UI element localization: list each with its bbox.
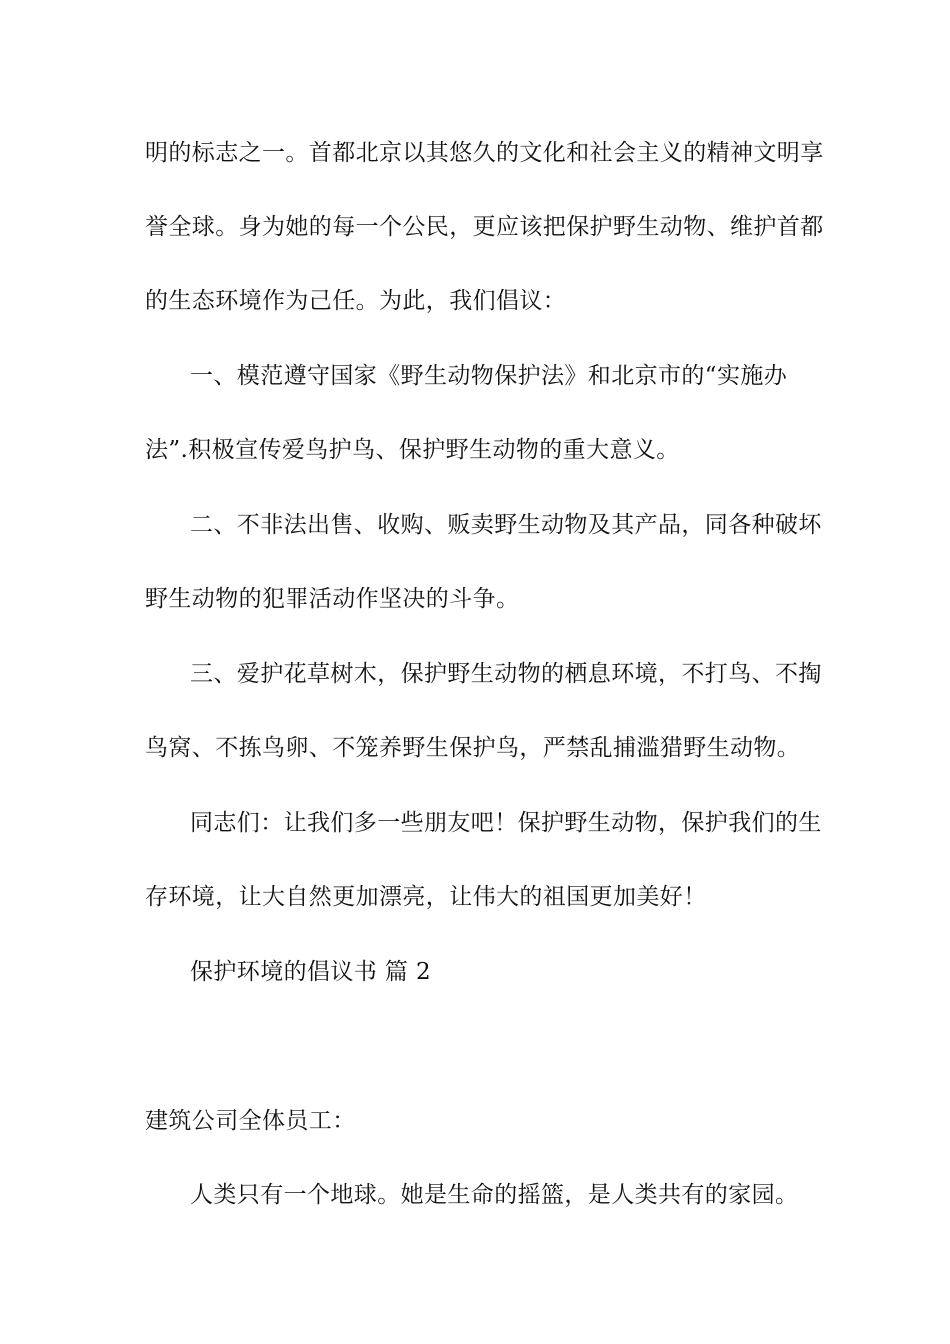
paragraph-line: 一、模范遵守国家《野生动物保护法》和北京市的“实施办: [190, 363, 788, 389]
paragraph-line: 法”.积极宣传爱鸟护鸟、保护野生动物的重大意义。: [145, 437, 680, 463]
paragraph-line: 存环境，让大自然更加漂亮，让伟大的祖国更加美好！: [145, 884, 707, 910]
paragraph-line: 誉全球。身为她的每一个公民，更应该把保护野生动物、维护首都: [145, 214, 824, 240]
salutation: 建筑公司全体员工：: [145, 1108, 356, 1134]
paragraph-line: 明的标志之一。首都北京以其悠久的文化和社会主义的精神文明享: [145, 140, 824, 166]
paragraph-line: 三、爱护花草树木，保护野生动物的栖息环境，不打鸟、不掏: [190, 661, 822, 687]
paragraph-line: 的生态环境作为己任。为此，我们倡议：: [145, 288, 567, 314]
paragraph-line: 鸟窝、不拣鸟卵、不笼养野生保护鸟，严禁乱捕滥猎野生动物。: [145, 735, 801, 761]
paragraph-line: 人类只有一个地球。她是生命的摇篮，是人类共有的家园。: [190, 1182, 799, 1208]
section-heading: 保护环境的倡议书 篇 2: [190, 959, 432, 985]
paragraph-line: 同志们：让我们多一些朋友吧！保护野生动物，保护我们的生: [190, 810, 822, 836]
paragraph-line: 二、不非法出售、收购、贩卖野生动物及其产品，同各种破坏: [190, 512, 822, 538]
paragraph-line: 野生动物的犯罪活动作坚决的斗争。: [145, 586, 520, 612]
